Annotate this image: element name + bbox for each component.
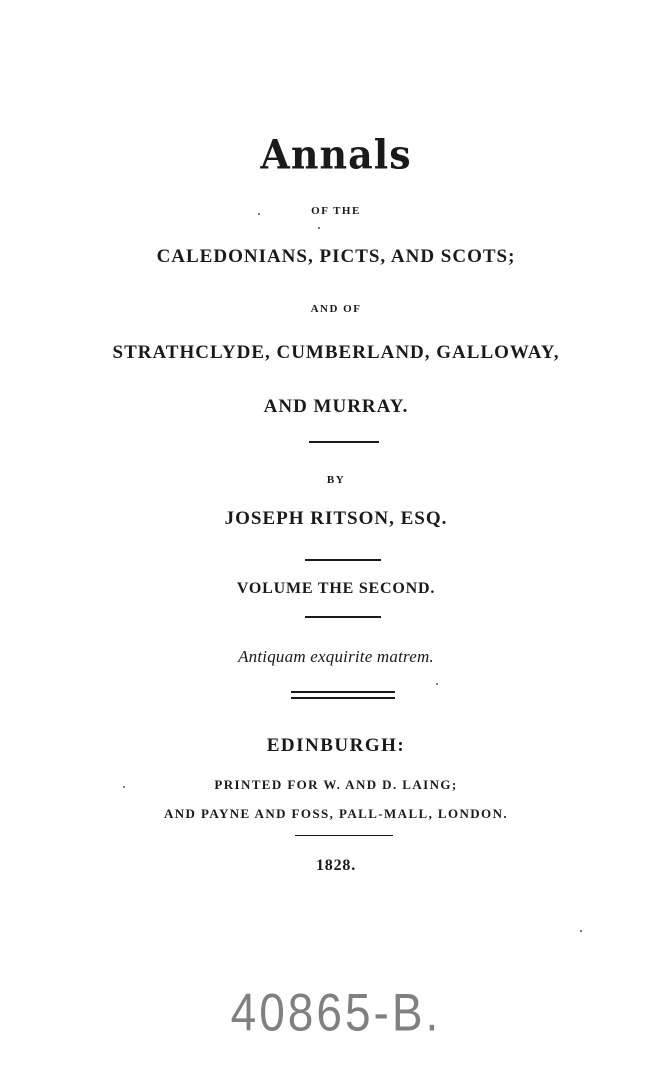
- printer-line-1: PRINTED FOR W. AND D. LAING;: [214, 777, 458, 792]
- divider-rule: [309, 441, 379, 443]
- peoples-line: CALEDONIANS, PICTS, AND SCOTS;: [156, 246, 516, 267]
- and-murray-line: AND MURRAY.: [263, 396, 409, 417]
- by-label: BY: [326, 474, 346, 486]
- divider-rule: [295, 835, 393, 836]
- double-rule-top: [291, 691, 395, 693]
- regions-line: STRATHCLYDE, CUMBERLAND, GALLOWAY,: [112, 342, 560, 363]
- divider-rule: [305, 616, 381, 618]
- printer-line-2: AND PAYNE AND FOSS, PALL-MALL, LONDON.: [163, 806, 509, 821]
- library-stamp: 40865-B.: [230, 982, 442, 1042]
- author-name: JOSEPH RITSON, ESQ.: [224, 508, 448, 529]
- divider-rule: [305, 559, 381, 561]
- scan-speck: [580, 930, 582, 932]
- and-of-label: AND OF: [310, 303, 362, 315]
- double-rule-bottom: [291, 697, 395, 699]
- volume-label: VOLUME THE SECOND.: [236, 580, 436, 597]
- scan-speck: [258, 213, 260, 215]
- publication-year: 1828.: [316, 857, 356, 874]
- book-title: Annals: [260, 130, 412, 179]
- epigraph: Antiquam exquirite matrem.: [238, 647, 434, 666]
- imprint-city: EDINBURGH:: [266, 735, 406, 756]
- scan-speck: [436, 683, 438, 685]
- scan-speck: [123, 786, 125, 788]
- scan-speck: [318, 227, 320, 229]
- of-the-label: OF THE: [311, 205, 361, 217]
